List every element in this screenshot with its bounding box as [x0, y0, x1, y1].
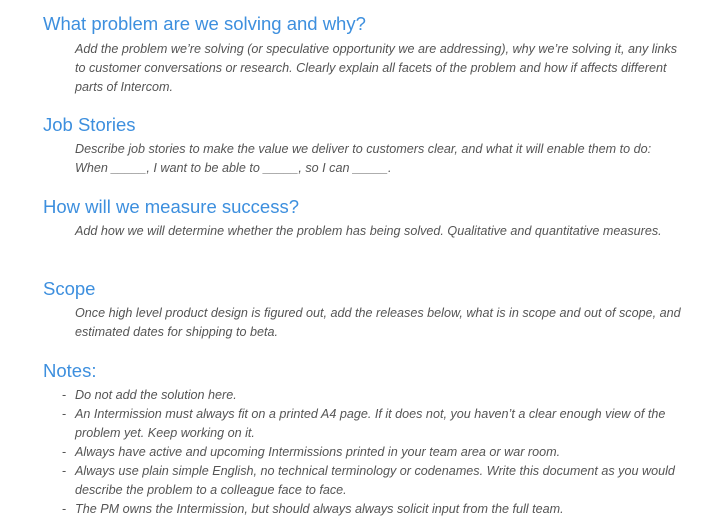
section-body-problem: Add the problem we’re solving (or speculative opportunity we are addressing), why we’re solving it, any links to customer conversations or research. Clearly explain all facets of the problem and how if affects different parts of Intercom. — [75, 42, 677, 94]
bullet-dash: - — [62, 502, 67, 516]
section-heading-job-stories: Job Stories — [43, 114, 136, 135]
notes-heading: Notes: — [43, 360, 97, 381]
bullet-dash: - — [62, 445, 67, 459]
notes-item-text: Always have active and upcoming Intermissions printed in your team area or war room. — [75, 445, 561, 459]
notes-item-text: Do not add the solution here. — [75, 388, 237, 402]
section-body-success: Add how we will determine whether the problem has being solved. Qualitative and quantitative measures. — [75, 224, 662, 238]
notes-list-item — [62, 500, 692, 519]
section-heading-success: How will we measure success? — [43, 196, 300, 217]
section-body-job-stories: Describe job stories to make the value we deliver to customers clear, and what it will enable them to do: When _____, I want to be able to _____, so I can _____. — [75, 142, 652, 175]
section-heading-scope: Scope — [43, 278, 96, 299]
notes-list-item — [62, 462, 692, 500]
notes-list-item — [62, 405, 692, 443]
notes-item-text: Always use plain simple English, no technical terminology or codenames. Write this document as you would describe the problem to a colleague face to face. — [75, 464, 675, 497]
notes-list — [62, 386, 692, 519]
bullet-dash: - — [62, 464, 67, 478]
notes-list-item — [62, 443, 692, 462]
bullet-dash: - — [62, 388, 67, 402]
bullet-dash: - — [62, 407, 67, 421]
notes-item-text: An Intermission must always fit on a printed A4 page. If it does not, you haven’t a clear enough view of the problem yet. Keep working on it. — [75, 407, 666, 440]
notes-list-item — [62, 386, 692, 405]
section-body-scope: Once high level product design is figured out, add the releases below, what is in scope and out of scope, and estimated dates for shipping to beta. — [75, 306, 681, 339]
notes-item-text: The PM owns the Intermission, but should always always solicit input from the full team. — [75, 502, 564, 516]
section-heading-problem: What problem are we solving and why? — [43, 13, 366, 34]
